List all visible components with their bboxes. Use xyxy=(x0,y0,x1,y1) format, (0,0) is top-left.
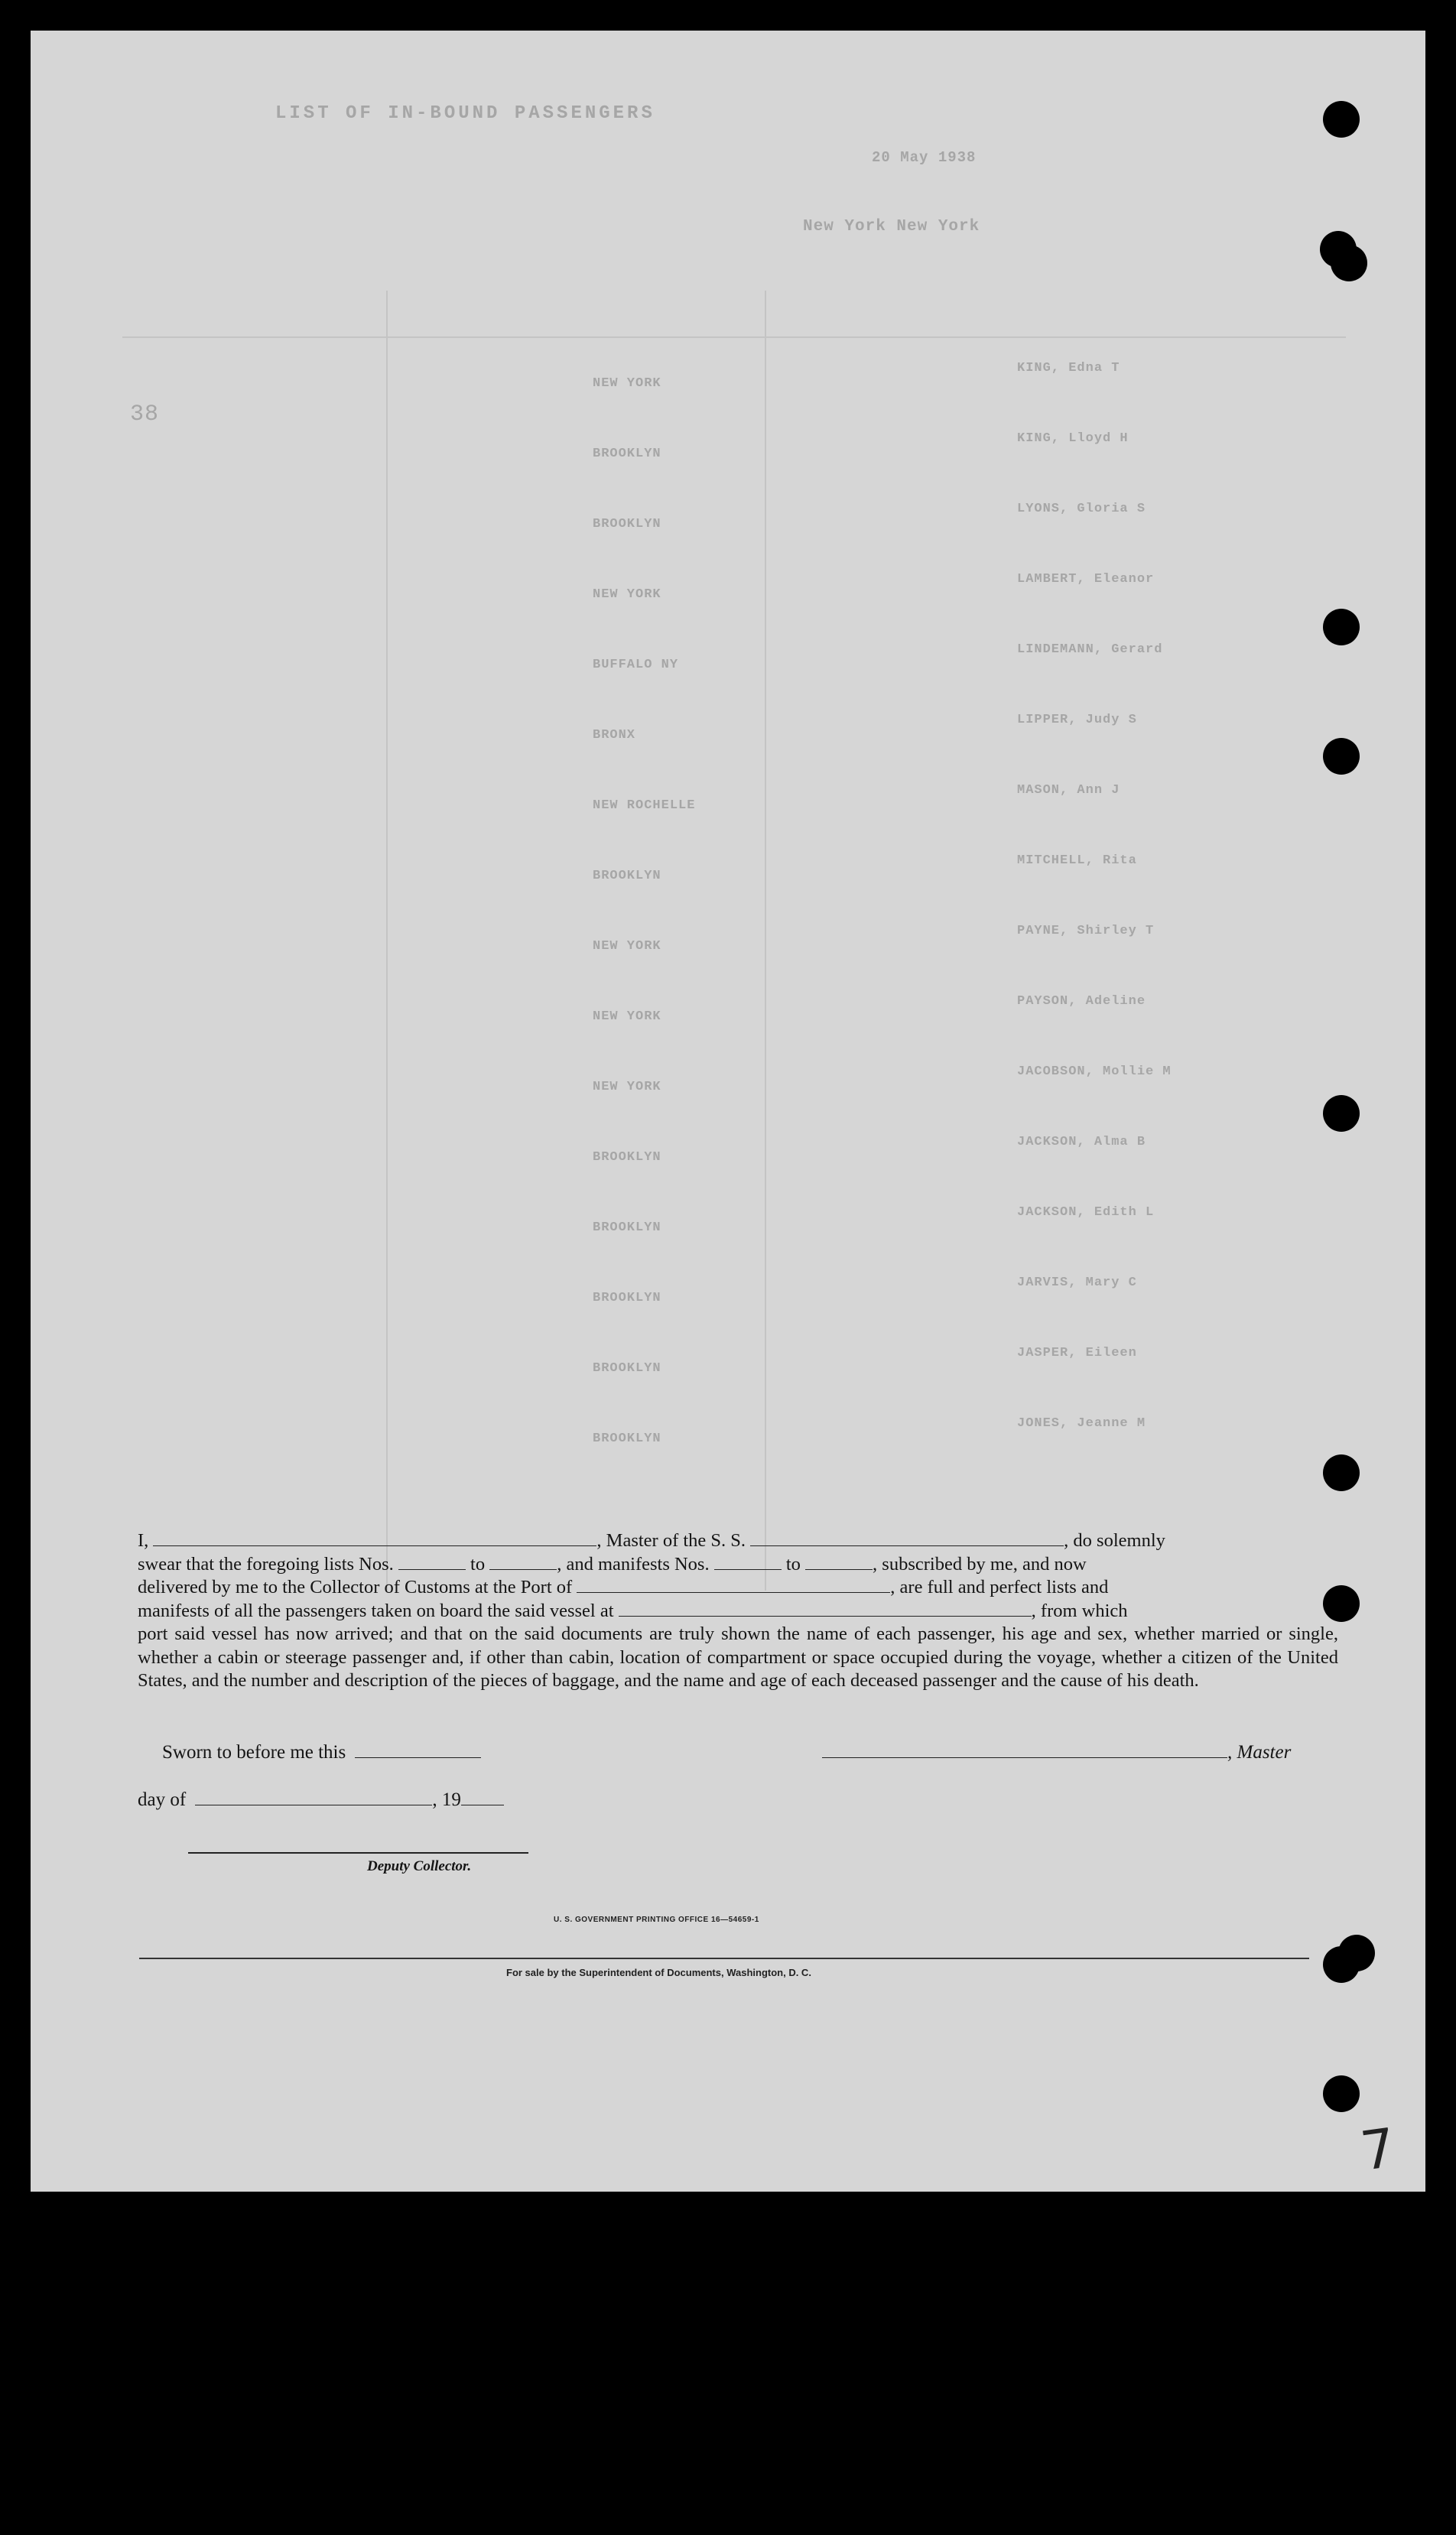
ghost-passenger-name: JARVIS, Mary C xyxy=(1017,1276,1137,1290)
year-blank xyxy=(461,1791,504,1805)
oath-text: manifests of all the passengers taken on board the said vessel at xyxy=(138,1600,619,1621)
punch-hole xyxy=(1323,2075,1360,2112)
ghost-passenger-city: NEW ROCHELLE xyxy=(593,798,696,813)
punch-hole xyxy=(1323,1454,1360,1491)
master-oath xyxy=(138,1529,1338,1693)
oath-line-4 xyxy=(138,1600,1338,1623)
master-signature-blank xyxy=(822,1744,1227,1758)
ghost-passenger-city: BROOKLYN xyxy=(593,1291,661,1305)
oath-text: delivered by me to the Collector of Customs at the Port of xyxy=(138,1577,577,1597)
ghost-passenger-name: LIPPER, Judy S xyxy=(1017,713,1137,727)
ghost-passenger-city: BROOKLYN xyxy=(593,447,661,461)
ghost-column-rule xyxy=(386,291,388,1591)
ghost-passenger-name: JACKSON, Alma B xyxy=(1017,1135,1146,1149)
oath-text: , and manifests Nos. xyxy=(557,1553,714,1575)
punch-hole xyxy=(1323,738,1360,775)
ghost-passenger-city: NEW YORK xyxy=(593,1080,661,1094)
manifest-page xyxy=(31,31,1425,2192)
ghost-passenger-name: MITCHELL, Rita xyxy=(1017,853,1137,868)
master-name-blank xyxy=(153,1532,596,1546)
footer-rule xyxy=(139,1958,1309,1959)
manifest-to-blank xyxy=(805,1555,873,1570)
ghost-passenger-city: BROOKLYN xyxy=(593,517,661,531)
handwritten-page-number: 7 xyxy=(1357,2116,1400,2183)
punch-hole xyxy=(1331,245,1367,281)
oath-text: , Master of the S. S. xyxy=(596,1530,751,1551)
oath-text: , are full and perfect lists and xyxy=(890,1577,1109,1597)
gpo-imprint: U. S. GOVERNMENT PRINTING OFFICE 16—54659-1 xyxy=(554,1916,759,1924)
ghost-header-title: LIST OF IN-BOUND PASSENGERS xyxy=(275,103,655,124)
punch-hole xyxy=(1323,609,1360,645)
master-signature-line xyxy=(822,1742,1291,1763)
ghost-passenger-name: PAYNE, Shirley T xyxy=(1017,924,1155,938)
port-blank xyxy=(577,1578,890,1593)
oath-line-2 xyxy=(138,1553,1338,1577)
ghost-passenger-name: KING, Lloyd H xyxy=(1017,431,1129,446)
sworn-line xyxy=(162,1742,481,1763)
ghost-passenger-name: KING, Edna T xyxy=(1017,361,1120,375)
sworn-day-blank xyxy=(355,1744,481,1758)
ghost-passenger-city: NEW YORK xyxy=(593,587,661,602)
ghost-passenger-city: BROOKLYN xyxy=(593,1150,661,1165)
oath-text: I, xyxy=(138,1530,154,1551)
master-label: , Master xyxy=(1227,1742,1292,1763)
ghost-passenger-city: BROOKLYN xyxy=(593,1361,661,1376)
ghost-passenger-name: LYONS, Gloria S xyxy=(1017,502,1146,516)
day-of-line xyxy=(138,1789,504,1811)
oath-text: , from which xyxy=(1031,1600,1128,1621)
oath-body: port said vessel has now arrived; and that on the said documents are truly shown the name of each passenger, his age and sex, whether married or single, whether a cabin or steerage passenger and, if other than cabin, location of compartment or space occupied during the voyage, whether a citizen of the United States, and the number and description of the pieces of baggage, and the name and age of each deceased passenger and the cause of his death. xyxy=(138,1623,1338,1691)
ghost-passenger-name: MASON, Ann J xyxy=(1017,783,1120,798)
ghost-passenger-name: JONES, Jeanne M xyxy=(1017,1416,1146,1431)
deputy-collector-label: Deputy Collector. xyxy=(367,1858,472,1874)
ghost-passenger-city: BROOKLYN xyxy=(593,1220,661,1235)
ghost-column-rule xyxy=(765,291,766,1591)
oath-text: to xyxy=(781,1553,806,1575)
oath-text: , do solemnly xyxy=(1064,1530,1165,1551)
ship-name-blank xyxy=(750,1532,1064,1546)
oath-line-1 xyxy=(138,1529,1338,1553)
oath-text: swear that the foregoing lists Nos. xyxy=(138,1553,398,1575)
month-blank xyxy=(195,1791,432,1805)
ghost-passenger-name: LAMBERT, Eleanor xyxy=(1017,572,1155,587)
punch-hole xyxy=(1323,1095,1360,1132)
punch-hole xyxy=(1338,1935,1375,1971)
day-of-text: day of xyxy=(138,1789,187,1810)
list-from-blank xyxy=(398,1555,466,1570)
oath-line-3 xyxy=(138,1576,1338,1600)
deputy-signature-line xyxy=(188,1852,528,1854)
oath-text: to xyxy=(465,1553,490,1575)
ghost-passenger-name: JACOBSON, Mollie M xyxy=(1017,1064,1172,1079)
ghost-row-rule xyxy=(122,336,1346,338)
ghost-date: 20 May 1938 xyxy=(872,149,977,166)
departure-port-blank xyxy=(619,1602,1032,1617)
ghost-passenger-city: BROOKLYN xyxy=(593,869,661,883)
ghost-passenger-city: NEW YORK xyxy=(593,939,661,954)
manifest-from-blank xyxy=(714,1555,782,1570)
ghost-passenger-city: BUFFALO NY xyxy=(593,658,679,672)
ghost-passenger-name: JACKSON, Edith L xyxy=(1017,1205,1155,1220)
sworn-text: Sworn to before me this xyxy=(162,1742,346,1763)
punch-hole xyxy=(1323,101,1360,138)
ghost-passenger-city: NEW YORK xyxy=(593,376,661,391)
ghost-passenger-city: BROOKLYN xyxy=(593,1432,661,1446)
ghost-ship-line: New York New York xyxy=(803,218,980,236)
ghost-passenger-city: NEW YORK xyxy=(593,1009,661,1024)
ghost-row-number: 38 xyxy=(130,401,160,427)
list-to-blank xyxy=(489,1555,557,1570)
for-sale-notice: For sale by the Superintendent of Documents, Washington, D. C. xyxy=(506,1967,811,1978)
oath-text: , subscribed by me, and now xyxy=(873,1553,1087,1575)
year-prefix: , 19 xyxy=(432,1789,461,1810)
ghost-passenger-name: JASPER, Eileen xyxy=(1017,1346,1137,1360)
ghost-passenger-name: LINDEMANN, Gerard xyxy=(1017,642,1163,657)
ghost-passenger-name: PAYSON, Adeline xyxy=(1017,994,1146,1009)
ghost-passenger-city: BRONX xyxy=(593,728,636,743)
